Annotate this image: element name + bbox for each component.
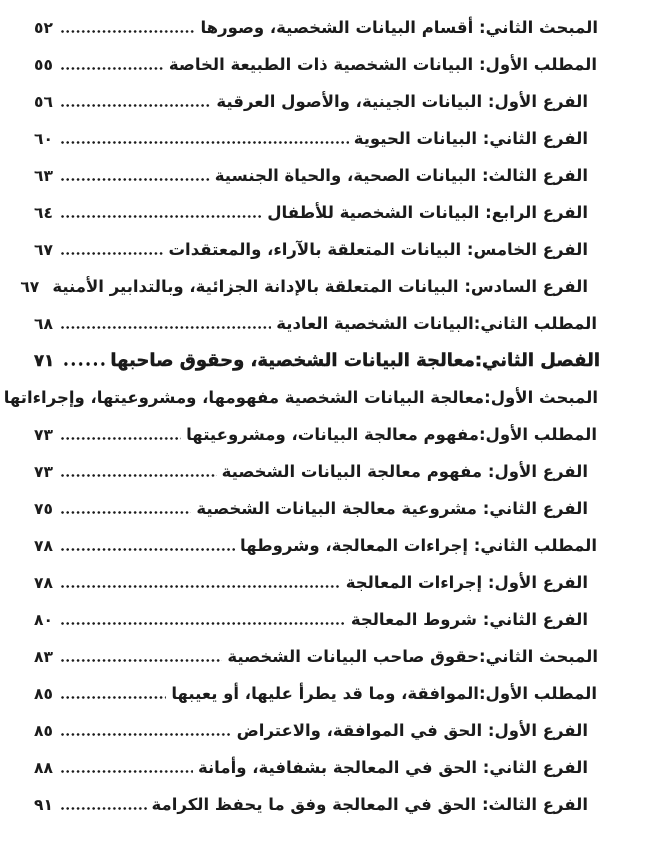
- toc-entry-12: [34, 416, 600, 453]
- toc-entry-17: [34, 601, 600, 638]
- toc-entry-page-number: ٧٨: [34, 574, 53, 592]
- dot-leader: [61, 622, 346, 625]
- toc-entry-page-number: ٨٥: [34, 685, 53, 703]
- toc-entry-page-number: ٨٥: [34, 722, 53, 740]
- toc-entry-3: [34, 83, 600, 120]
- toc-entry-14: [34, 490, 600, 527]
- toc-entry-1: [34, 9, 600, 46]
- dot-leader: [64, 362, 105, 366]
- dot-leader: [61, 141, 349, 144]
- toc-entry-title: المبحث الأول:معالجة البيانات الشخصية مفهومها، ومشروعيتها، وإجراءاتها: [3, 388, 598, 407]
- dot-leader: [61, 437, 181, 440]
- dot-leader: [61, 733, 232, 736]
- toc-entry-title: الفرع الثاني: الحق في المعالجة بشفافية، وأمانة: [197, 758, 588, 777]
- toc-entry-page-number: ٧٨: [34, 537, 53, 555]
- toc-entry-title: المطلب الأول: البيانات الشخصية ذات الطبيعة الخاصة: [168, 55, 597, 74]
- toc-entry-title: المبحث الثاني:حقوق صاحب البيانات الشخصية: [227, 647, 598, 666]
- dot-leader: [61, 326, 271, 329]
- toc-entry-page-number: ٨٨: [34, 759, 53, 777]
- toc-entry-page-number: ٥٦: [34, 93, 53, 111]
- toc-entry-page-number: ٨٣: [34, 648, 53, 666]
- dot-leader: [61, 696, 166, 699]
- toc-entry-9: [34, 305, 600, 342]
- dot-leader: [61, 659, 222, 662]
- toc-entry-title: الفرع الخامس: البيانات المتعلقة بالآراء، والمعتقدات: [168, 240, 588, 259]
- toc-entry-title: الفرع الأول: إجراءات المعالجة: [345, 573, 588, 592]
- dot-leader: [61, 807, 147, 810]
- toc-entry-title: الفرع الأول: الحق في الموافقة، والاعتراض: [236, 721, 588, 740]
- toc-entry-title: المبحث الثاني: أقسام البيانات الشخصية، وصورها: [200, 18, 598, 37]
- toc-entry-22: [34, 786, 600, 823]
- toc-entry-15: [34, 527, 600, 564]
- toc-entry-title: الفرع الأول: البيانات الجينية، والأصول العرقية: [216, 92, 588, 111]
- toc-entry-page-number: ٩١: [34, 796, 53, 814]
- toc-entry-page-number: ٦٨: [34, 315, 53, 333]
- toc-entry-title: الفرع السادس: البيانات المتعلقة بالإدانة الجزائية، وبالتدابير الأمنية: [52, 277, 588, 296]
- toc-entry-4: [34, 120, 600, 157]
- toc-entry-title: الفرع الثالث: الحق في المعالجة وفق ما يحفظ الكرامة: [151, 795, 588, 814]
- toc-entry-page-number: ٥٢: [34, 19, 53, 37]
- toc-entry-page-number: ٥٥: [34, 56, 53, 74]
- toc-entry-title: المطلب الأول:مفهوم معالجة البيانات، ومشروعيتها: [186, 425, 597, 444]
- toc-entry-title: الفرع الثاني: شروط المعالجة: [350, 610, 588, 629]
- toc-entry-16: [34, 564, 600, 601]
- toc-entry-page-number: ٧١: [34, 351, 55, 370]
- toc-entry-18: [34, 638, 600, 675]
- toc-entry-title: المطلب الثاني:البيانات الشخصية العادية: [276, 314, 597, 333]
- toc-entry-page-number: ٦٣: [34, 167, 53, 185]
- toc-entry-page-number: ٦٧: [34, 241, 53, 259]
- dot-leader: [61, 178, 210, 181]
- toc-entry-8: [20, 268, 600, 305]
- toc-entry-20: [34, 712, 600, 749]
- toc-entry-title: الفصل الثاني:معالجة البيانات الشخصية، وحقوق صاحبها: [110, 350, 600, 371]
- toc-entry-2: [34, 46, 600, 83]
- toc-entry-6: [34, 194, 600, 231]
- toc-entry-title: الفرع الثاني: مشروعية معالجة البيانات الشخصية: [196, 499, 588, 518]
- toc-entry-21: [34, 749, 600, 786]
- dot-leader: [61, 548, 235, 551]
- dot-leader: [61, 104, 211, 107]
- dot-leader: [61, 215, 262, 218]
- toc-entry-title: الفرع الرابع: البيانات الشخصية للأطفال: [267, 203, 588, 222]
- toc-entry-page-number: ٧٣: [34, 463, 53, 481]
- toc-entry-5: [34, 157, 600, 194]
- toc-entry-11: [3, 379, 600, 416]
- toc-entry-title: الفرع الثاني: البيانات الحيوية: [353, 129, 588, 148]
- toc-entry-10: [34, 342, 600, 379]
- toc-entry-19: [34, 675, 600, 712]
- toc-entry-page-number: ٦٤: [34, 204, 53, 222]
- toc-entry-page-number: ٧٥: [34, 500, 53, 518]
- toc-entry-page-number: ٦٠: [34, 130, 53, 148]
- toc-entry-title: المطلب الأول:الموافقة، وما قد يطرأ عليها، أو يعيبها: [171, 684, 597, 703]
- toc-entry-title: المطلب الثاني: إجراءات المعالجة، وشروطها: [240, 536, 597, 555]
- dot-leader: [61, 252, 163, 255]
- dot-leader: [61, 585, 341, 588]
- toc-entry-title: الفرع الثالث: البيانات الصحية، والحياة الجنسية: [214, 166, 588, 185]
- toc-entry-title: الفرع الأول: مفهوم معالجة البيانات الشخصية: [221, 462, 588, 481]
- dot-leader: [61, 30, 195, 33]
- toc-entry-page-number: ٧٣: [34, 426, 53, 444]
- dot-leader: [61, 67, 164, 70]
- table-of-contents: [3, 9, 600, 823]
- toc-entry-page-number: ٨٠: [34, 611, 53, 629]
- toc-entry-13: [34, 453, 600, 490]
- dot-leader: [61, 474, 217, 477]
- toc-entry-page-number: ٦٧: [20, 278, 40, 296]
- dot-leader: [61, 770, 193, 773]
- dot-leader: [61, 511, 191, 514]
- toc-entry-7: [34, 231, 600, 268]
